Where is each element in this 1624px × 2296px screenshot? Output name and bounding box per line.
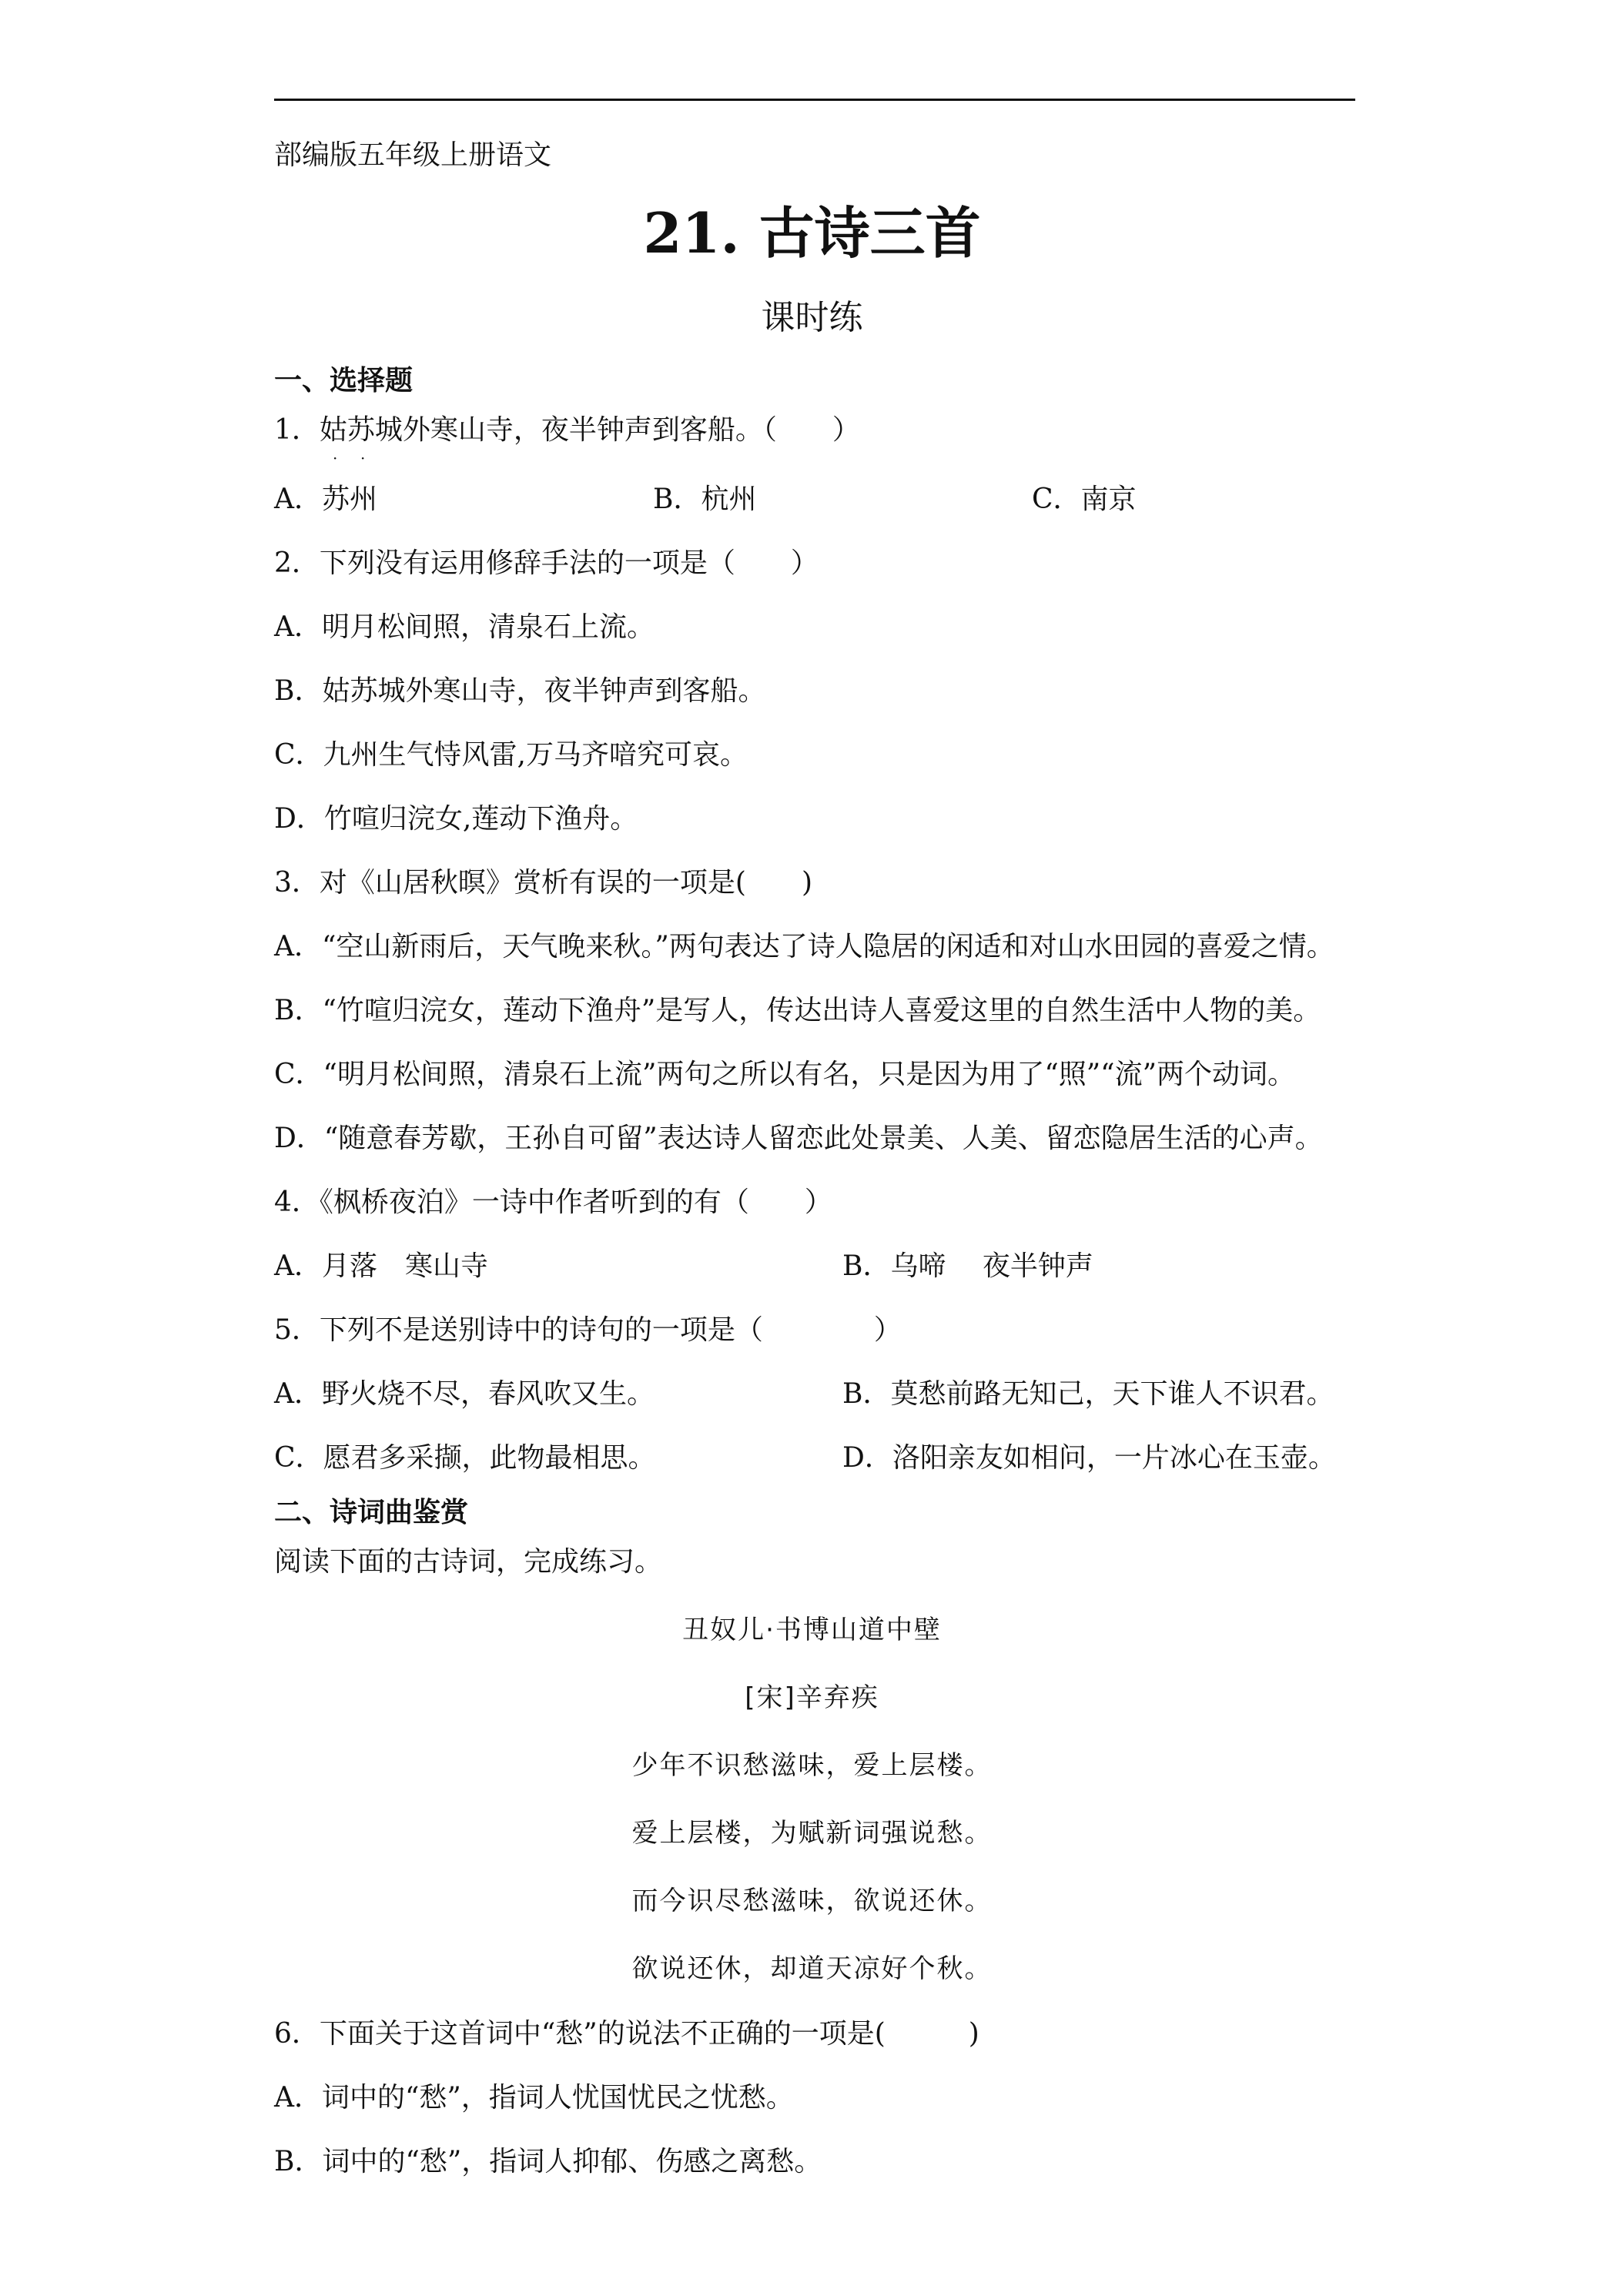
poem-line: 欲说还休，却道天凉好个秋。 [631, 1953, 993, 1984]
question-1-option-a: A．苏州 [274, 484, 377, 515]
question-6-stem: 6．下面关于这首词中“愁”的说法不正确的一项是( ) [274, 2018, 979, 2050]
poem-line: 少年不识愁滋味，爱上层楼。 [631, 1750, 993, 1781]
question-6-option-b: B．词中的“愁”，指词人抑郁、伤感之离愁。 [274, 2146, 822, 2177]
question-3-option-d: D．“随意春芳歇，王孙自可留”表达诗人留恋此处景美、人美、留恋隐居生活的心声。 [274, 1123, 1323, 1154]
question-6-option-a: A．词中的“愁”，指词人忧国忧民之忧愁。 [274, 2082, 794, 2114]
question-3-option-c: C．“明月松间照，清泉石上流”两句之所以有名，只是因为用了“照”“流”两个动词。 [274, 1059, 1295, 1090]
question-1-option-c: C．南京 [1032, 484, 1137, 515]
reading-instruction: 阅读下面的古诗词，完成练习。 [274, 1546, 663, 1578]
question-3-option-a: A．“空山新雨后，天气晚来秋。”两句表达了诗人隐居的闲适和对山水田园的喜爱之情。 [274, 931, 1334, 962]
page-subtitle: 课时练 [761, 298, 863, 337]
question-2-option-a: A．明月松间照，清泉石上流。 [274, 611, 655, 643]
question-1-option-b: B．杭州 [653, 484, 757, 515]
question-4-option-b: B．乌啼 夜半钟声 [842, 1250, 1093, 1282]
question-2-stem: 2．下列没有运用修辞手法的一项是（ ） [274, 547, 819, 579]
question-4-option-a: A．月落 寒山寺 [274, 1250, 488, 1282]
question-3-option-b: B．“竹喧归浣女，莲动下渔舟”是写人，传达出诗人喜爱这里的自然生活中人物的美。 [274, 995, 1321, 1026]
question-5-option-a: A．野火烧不尽，春风吹又生。 [274, 1378, 655, 1410]
page-header: 部编版五年级上册语文 [274, 139, 552, 171]
question-4-stem: 4．《枫桥夜泊》一诗中作者听到的有（ ） [274, 1186, 832, 1218]
question-2-option-b: B．姑苏城外寒山寺，夜半钟声到客船。 [274, 675, 766, 707]
poem-line: 而今识尽愁滋味，欲说还休。 [631, 1886, 993, 1916]
question-2-option-d: D．竹喧归浣女,莲动下渔舟。 [274, 803, 638, 835]
question-2-option-c: C．九州生气恃风雷,万马齐喑究可哀。 [274, 739, 748, 771]
emphasis-dot: · [333, 449, 338, 467]
question-5-stem: 5．下列不是送别诗中的诗句的一项是（ ） [274, 1314, 902, 1346]
section-heading-appreciation: 二、诗词曲鉴赏 [274, 1496, 469, 1528]
poem-title: 丑奴儿·书博山道中壁 [682, 1615, 942, 1645]
header-rule [274, 99, 1355, 101]
emphasis-dot: · [360, 449, 366, 467]
poem-author: [宋]辛弃疾 [745, 1682, 879, 1713]
section-heading-choice: 一、选择题 [274, 364, 414, 397]
question-1-stem: 1．姑苏城外寒山寺，夜半钟声到客船。（ ） [274, 414, 860, 446]
poem-line: 爱上层楼，为赋新词强说愁。 [631, 1818, 993, 1849]
question-3-stem: 3．对《山居秋暝》赏析有误的一项是( ) [274, 867, 812, 899]
question-5-option-d: D．洛阳亲友如相问，一片冰心在玉壶。 [842, 1442, 1336, 1474]
page-title: 21. 古诗三首 [643, 200, 981, 266]
question-5-option-c: C．愿君多采撷，此物最相思。 [274, 1442, 656, 1474]
question-1 [274, 413, 860, 467]
question-5-option-b: B．莫愁前路无知己，天下谁人不识君。 [842, 1378, 1334, 1410]
